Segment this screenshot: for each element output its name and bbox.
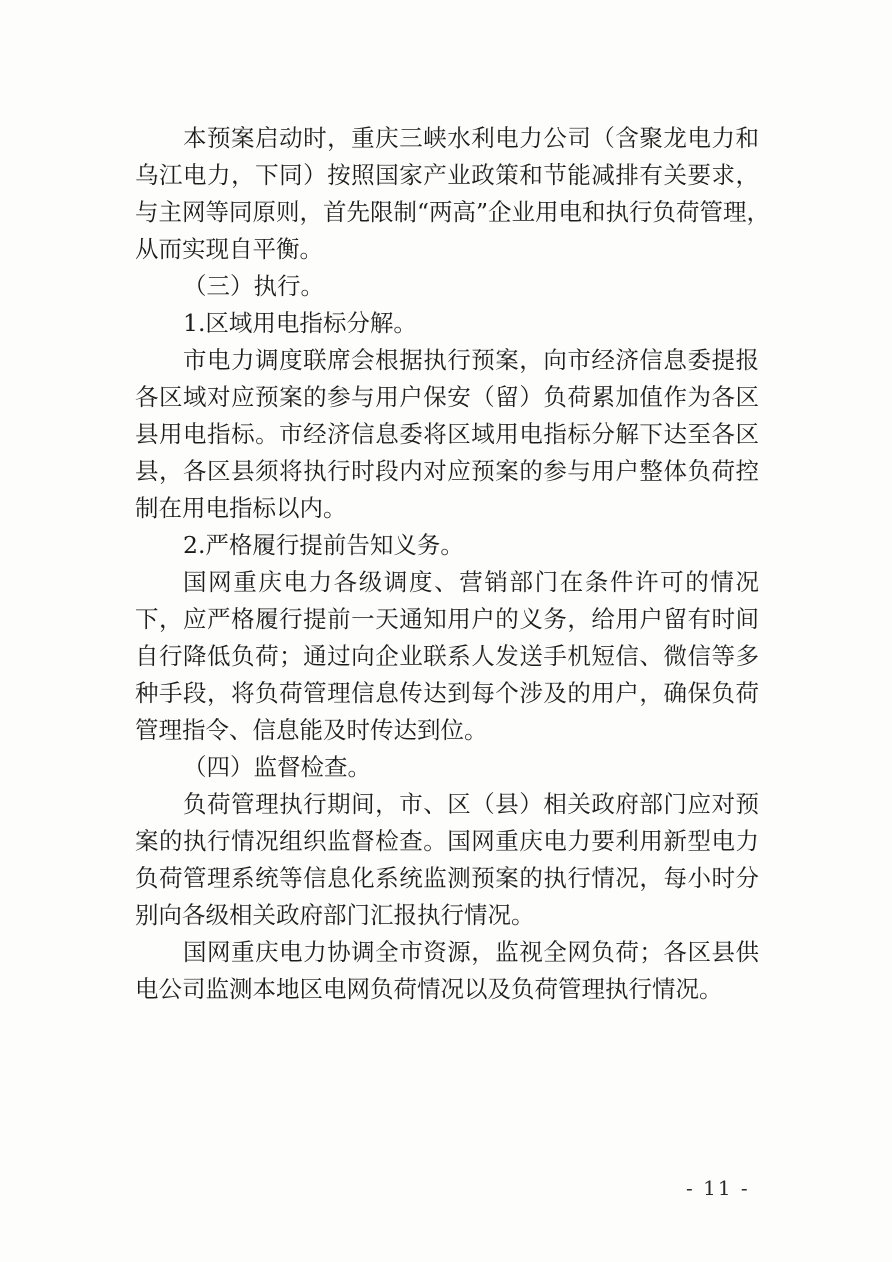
paragraph-line: 国网重庆电力各级调度、营销部门在条件许可的情况: [183, 568, 759, 596]
paragraph-line: 县，各区县须将执行时段内对应预案的参与用户整体负荷控: [135, 457, 759, 485]
paragraph-line: 本预案启动时，重庆三峡水利电力公司（含聚龙电力和: [183, 124, 759, 152]
paragraph-line: 乌江电力，下同）按照国家产业政策和节能减排有关要求，: [135, 161, 759, 189]
paragraph-line: 市电力调度联席会根据执行预案，向市经济信息委提报: [183, 346, 759, 374]
section-heading: （四）监督检查。: [183, 753, 371, 781]
paragraph-line: 案的执行情况组织监督检查。国网重庆电力要利用新型电力: [135, 827, 759, 855]
paragraph-line: 种手段，将负荷管理信息传达到每个涉及的用户，确保负荷: [135, 679, 759, 707]
paragraph-line: 电公司监测本地区电网负荷情况以及负荷管理执行情况。: [135, 975, 723, 1003]
paragraph-line: 负荷管理执行期间，市、区（县）相关政府部门应对预: [183, 790, 759, 818]
paragraph-line: 负荷管理系统等信息化系统监测预案的执行情况，每小时分: [135, 864, 759, 892]
paragraph-line: 各区域对应预案的参与用户保安（留）负荷累加值作为各区: [135, 383, 759, 411]
paragraph-line: 下，应严格履行提前一天通知用户的义务，给用户留有时间: [135, 605, 759, 633]
paragraph-line: 自行降低负荷；通过向企业联系人发送手机短信、微信等多: [135, 642, 759, 670]
paragraph-line: 制在用电指标以内。: [135, 494, 347, 522]
paragraph-line: 管理指令、信息能及时传达到位。: [135, 716, 488, 744]
body-text: [135, 120, 771, 1008]
subsection-heading: 2.严格履行提前告知义务。: [183, 531, 464, 559]
paragraph-line: 别向各级相关政府部门汇报执行情况。: [135, 901, 535, 929]
paragraph-line: 从而实现自平衡。: [135, 235, 323, 263]
paragraph-line: 县用电指标。市经济信息委将区域用电指标分解下达至各区: [135, 420, 759, 448]
section-heading: （三）执行。: [183, 272, 324, 300]
subsection-heading: 1.区域用电指标分解。: [183, 309, 417, 337]
paragraph-line: 与主网等同原则，首先限制“两高”企业用电和执行负荷管理，: [135, 198, 771, 226]
paragraph-line: 国网重庆电力协调全市资源，监视全网负荷；各区县供: [183, 938, 759, 966]
page-number: - 11 -: [686, 1176, 750, 1200]
